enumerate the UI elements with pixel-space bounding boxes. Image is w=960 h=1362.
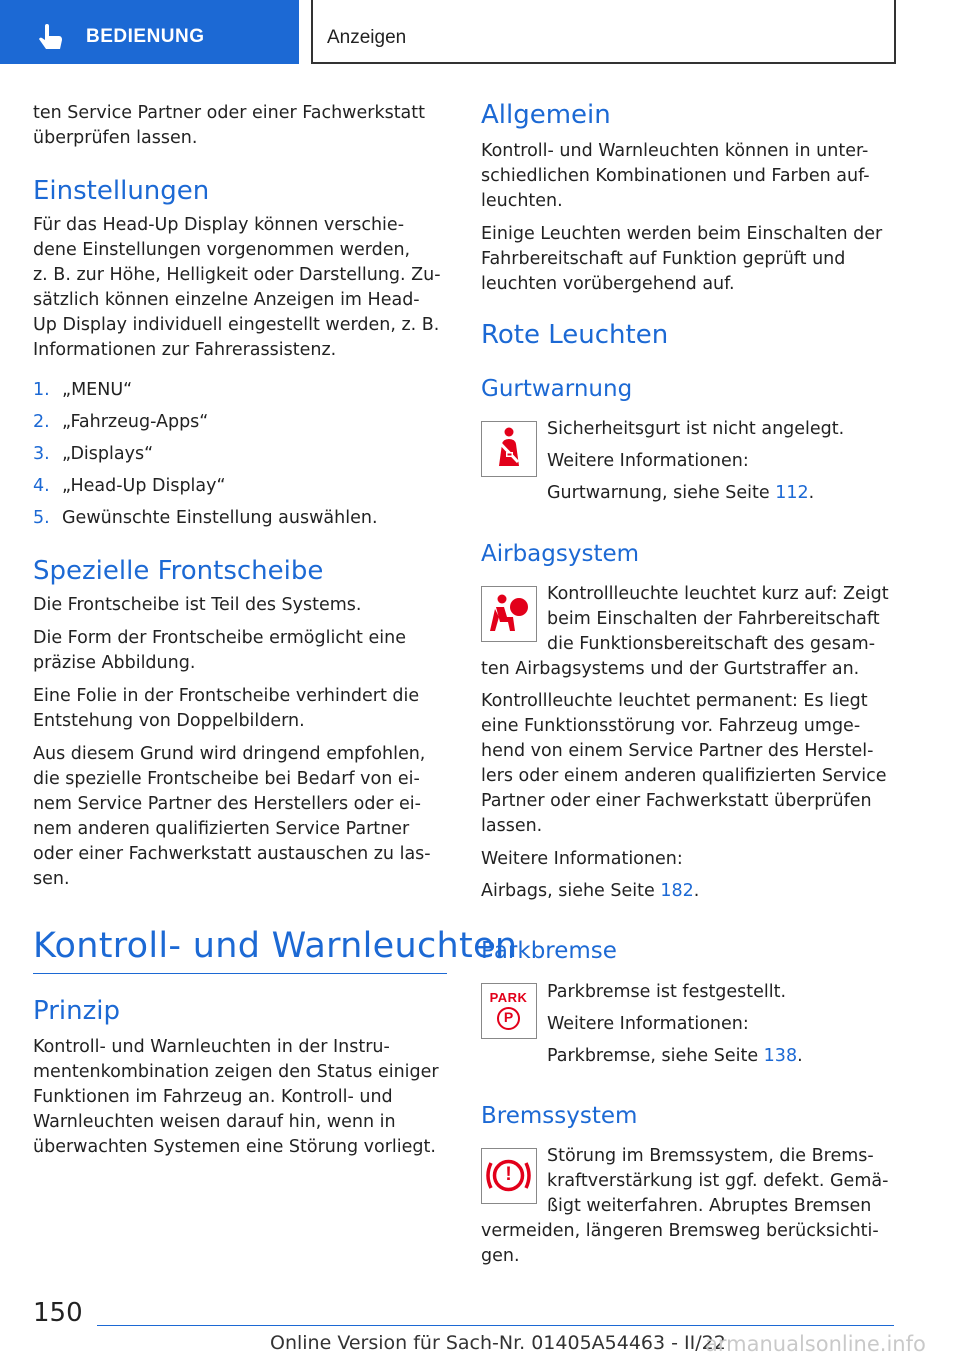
page-header [0, 0, 960, 66]
body-line: Parkbremse ist festgestellt. [547, 982, 787, 1002]
page-link[interactable]: 138 [763, 1046, 798, 1066]
body-line: gen. [481, 1246, 520, 1266]
brake-warning-icon [481, 1148, 537, 1204]
seatbelt-warning-icon [481, 421, 537, 477]
footer-text: Online Version für Sach-Nr. 01405A54463 - II/22 [270, 1332, 726, 1354]
body-line: kraftverstärkung ist ggf. defekt. Gemä- [547, 1171, 889, 1191]
body-line: überwachten Systemen eine Störung vorliegt. [33, 1137, 436, 1157]
body-line: beim Einschalten der Fahrbereitschaft [547, 609, 880, 629]
body-line: die Funktionsbereitschaft des gesam- [547, 634, 876, 654]
body-line: Kontrollleuchte leuchtet kurz auf: Zeigt [547, 584, 889, 604]
body-line: Aus diesem Grund wird dringend empfohlen, [33, 744, 426, 764]
page-number: 150 [33, 1298, 83, 1328]
reference-line: Gurtwarnung, siehe Seite 112. [547, 483, 815, 503]
body-line: Warnleuchten weisen darauf hin, wenn in [33, 1112, 396, 1132]
body-line: Informationen zur Fahrerassistenz. [33, 340, 337, 360]
body-line: nem Service Partner des Herstellers oder ei- [33, 794, 421, 814]
step-number: 2. [33, 412, 50, 432]
body-line: mentenkombination zeigen den Status einiger [33, 1062, 439, 1082]
chapter-tab [311, 0, 896, 64]
body-line: Kontroll- und Warnleuchten in der Instru- [33, 1037, 390, 1057]
body-line: ten Airbagsystems und der Gurtstraffer an. [481, 659, 860, 679]
step-number: 3. [33, 444, 50, 464]
body-line: dene Einstellungen vorgenommen werden, [33, 240, 411, 260]
heading-gurtwarnung: Gurtwarnung [481, 376, 633, 402]
body-line: eine Funktionsstörung vor. Fahrzeug umge- [481, 716, 861, 736]
body-line: Die Frontscheibe ist Teil des Systems. [33, 595, 362, 615]
step-text: „Displays“ [62, 444, 154, 464]
body-line: präzise Abbildung. [33, 653, 196, 673]
body-line: Störung im Bremssystem, die Brems- [547, 1146, 874, 1166]
body-line: Weitere Informationen: [547, 451, 749, 471]
body-line: Die Form der Frontscheibe ermöglicht eine [33, 628, 406, 648]
body-line: Einige Leuchten werden beim Einschalten der [481, 224, 883, 244]
body-line: Für das Head-Up Display können verschie- [33, 215, 405, 235]
body-line: Fahrbereitschaft auf Funktion geprüft und [481, 249, 846, 269]
body-line: schiedlichen Kombinationen und Farben auf- [481, 166, 870, 186]
body-line: nem anderen qualifizierten Service Partner [33, 819, 410, 839]
body-line: sen. [33, 869, 70, 889]
body-line: sätzlich können einzelne Anzeigen im Head- [33, 290, 420, 310]
watermark: armanualsonline.info [705, 1332, 926, 1356]
step-number: 4. [33, 476, 50, 496]
heading-prinzip: Prinzip [33, 996, 120, 1026]
body-line: oder einer Fachwerkstatt austauschen zu las- [33, 844, 431, 864]
body-line: ßigt weiterfahren. Abruptes Bremsen [547, 1196, 872, 1216]
body-line: vermeiden, längeren Bremsweg berücksichti- [481, 1221, 879, 1241]
step-number: 1. [33, 380, 50, 400]
body-line: leuchten. [481, 191, 563, 211]
heading-rote-leuchten: Rote Leuchten [481, 320, 669, 350]
heading-airbagsystem: Airbagsystem [481, 541, 640, 567]
page-link[interactable]: 112 [775, 483, 809, 503]
step-text: Gewünschte Einstellung auswählen. [62, 508, 378, 528]
chapter-label: Anzeigen [327, 27, 407, 48]
body-line: Weitere Informationen: [481, 849, 683, 869]
body-line: Up Display individuell eingestellt werden, z. B. [33, 315, 440, 335]
heading-parkbremse: Parkbremse [481, 938, 617, 964]
heading-einstellungen: Einstellungen [33, 176, 210, 206]
heading-allgemein: Allgemein [481, 100, 611, 130]
reference-line: Airbags, siehe Seite 182. [481, 881, 700, 901]
footer-rule [97, 1325, 894, 1326]
heading-bremssystem: Bremssystem [481, 1103, 638, 1129]
brake-icon-letter: ! [505, 1164, 512, 1185]
body-line: Kontrollleuchte leuchtet permanent: Es liegt [481, 691, 868, 711]
park-icon-letter: P [503, 1009, 514, 1025]
body-line: hend von einem Service Partner des Herstel- [481, 741, 874, 761]
step-text: „Fahrzeug-Apps“ [62, 412, 209, 432]
park-icon-text: PARK [489, 990, 528, 1005]
body-line: Kontroll- und Warnleuchten können in unter- [481, 141, 869, 161]
heading-underline [33, 973, 447, 974]
step-text: „Head-Up Display“ [62, 476, 226, 496]
step-number: 5. [33, 508, 50, 528]
parking-brake-icon [481, 983, 537, 1039]
intro-line: ten Service Partner oder einer Fachwerkstatt [33, 103, 425, 123]
section-label: BEDIENUNG [86, 26, 205, 47]
body-line: Entstehung von Doppelbildern. [33, 711, 305, 731]
hand-pointer-icon [36, 22, 68, 54]
page-link[interactable]: 182 [660, 881, 694, 901]
reference-line: Parkbremse, siehe Seite 138. [547, 1046, 803, 1066]
body-line: Sicherheitsgurt ist nicht angelegt. [547, 419, 845, 439]
body-line: die spezielle Frontscheibe bei Bedarf von ei- [33, 769, 420, 789]
body-line: Weitere Informationen: [547, 1014, 749, 1034]
body-line: Eine Folie in der Frontscheibe verhindert die [33, 686, 420, 706]
section-tab [0, 0, 299, 64]
body-line: lassen. [481, 816, 543, 836]
airbag-warning-icon [481, 586, 537, 642]
body-line: Funktionen im Fahrzeug an. Kontroll- und [33, 1087, 393, 1107]
heading-frontscheibe: Spezielle Frontscheibe [33, 556, 324, 586]
step-text: „MENU“ [62, 380, 133, 400]
body-line: Partner oder einer Fachwerkstatt überprüfen [481, 791, 872, 811]
body-line: leuchten vorübergehend auf. [481, 274, 735, 294]
body-line: lers oder einem anderen qualifizierten Service [481, 766, 887, 786]
heading-kontroll-warnleuchten: Kontroll- und Warnleuchten [33, 926, 518, 966]
intro-line: überprüfen lassen. [33, 128, 198, 148]
body-line: z. B. zur Höhe, Helligkeit oder Darstellung. Zu- [33, 265, 441, 285]
